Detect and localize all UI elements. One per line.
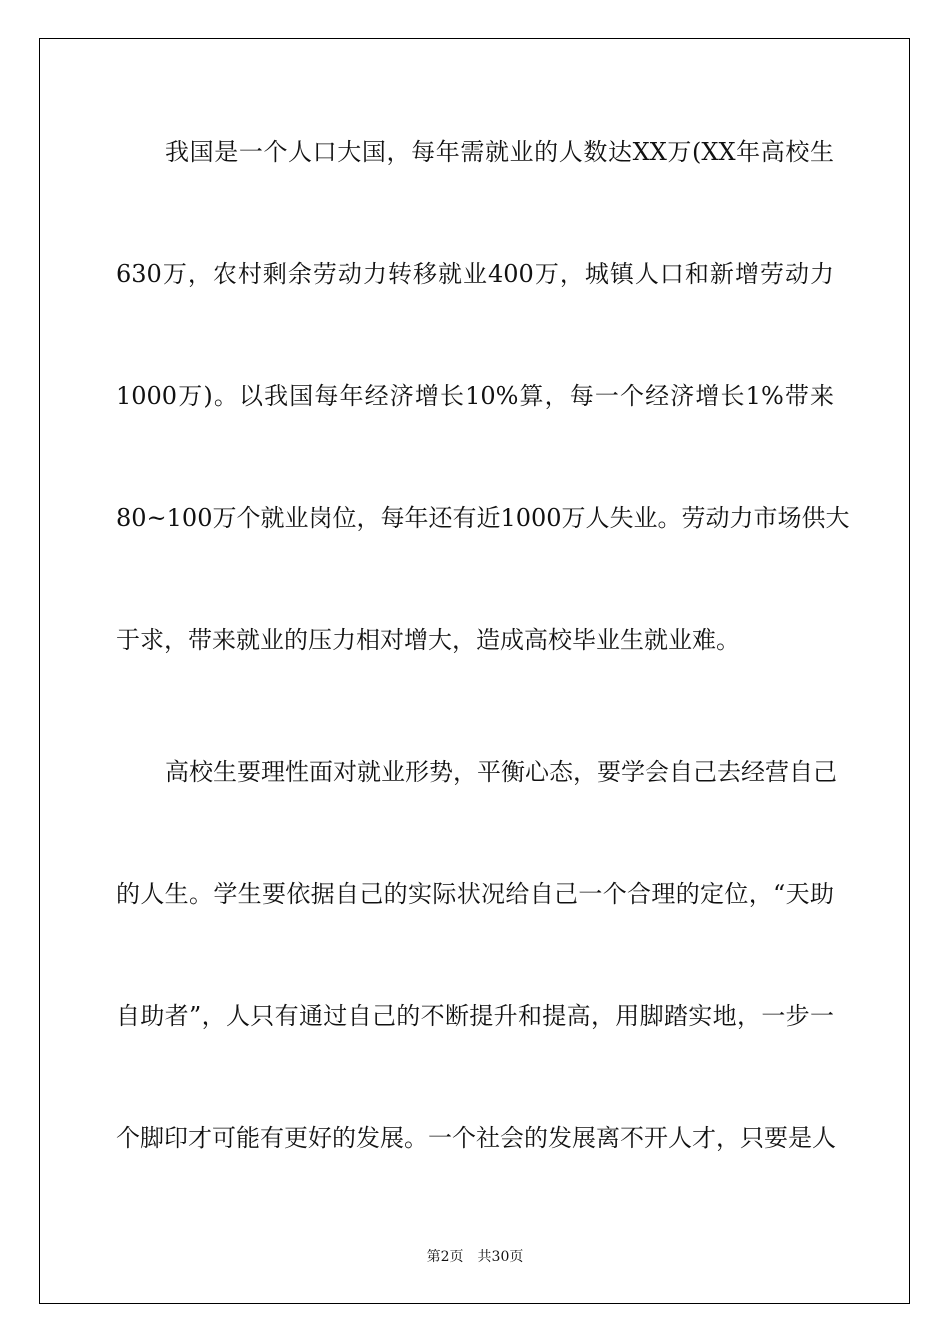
paragraph-1-line-2: 630万，农村剩余劳动力转移就业400万，城镇人口和新增劳动力 xyxy=(116,260,834,288)
paragraph-2-line-2: 的人生。学生要依据自己的实际状况给自己一个合理的定位，“天助 xyxy=(116,880,834,908)
paragraph-1-line-5: 于求，带来就业的压力相对增大，造成高校毕业生就业难。 xyxy=(116,626,740,654)
page-border xyxy=(39,38,910,1304)
page-number: 第2页 xyxy=(426,1249,464,1265)
paragraph-1-line-3: 1000万)。以我国每年经济增长10%算，每一个经济增长1%带来 xyxy=(116,382,834,410)
paragraph-1-line-4: 80~100万个就业岗位，每年还有近1000万人失业。劳动力市场供大 xyxy=(116,504,850,532)
paragraph-2-line-3: 自助者”，人只有通过自己的不断提升和提高，用脚踏实地，一步一 xyxy=(116,1002,834,1030)
paragraph-1-line-1: 我国是一个人口大国，每年需就业的人数达XX万(XX年高校生 xyxy=(165,138,834,166)
paragraph-2-line-1: 高校生要理性面对就业形势，平衡心态，要学会自己去经营自己 xyxy=(165,758,837,786)
page-total: 共30页 xyxy=(477,1249,524,1265)
page-footer xyxy=(0,1248,950,1266)
paragraph-2-line-4: 个脚印才可能有更好的发展。一个社会的发展离不开人才，只要是人 xyxy=(116,1124,836,1152)
